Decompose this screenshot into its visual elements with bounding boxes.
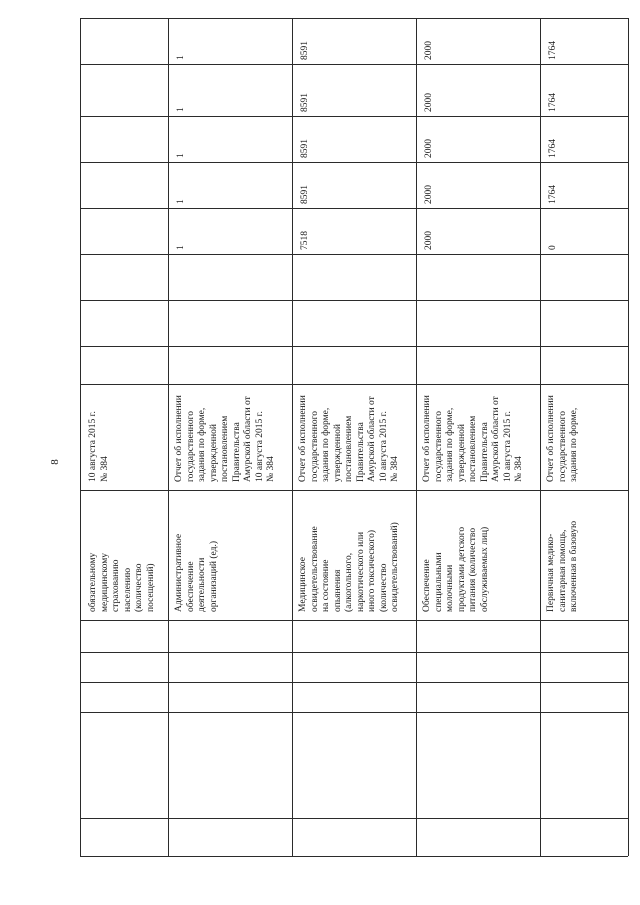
- column-divider: [80, 682, 628, 683]
- column-divider: [80, 490, 628, 491]
- row-4-value-2: 2000: [424, 185, 434, 204]
- column-divider: [80, 254, 628, 255]
- row-2-value-2: 1: [176, 199, 186, 204]
- table-border-right: [628, 18, 629, 856]
- table-border-bottom: [80, 856, 628, 857]
- column-divider: [80, 64, 628, 65]
- row-1-description: обязательному медицинскому страхованию населению (количество посещений): [88, 552, 156, 612]
- row-divider: [416, 18, 417, 856]
- row-3-source: Отчет об исполнении государственного задания по форме, утвержденной постановлением Правительства Амурской области от 10 августа 2015 г. № 384: [298, 395, 400, 482]
- row-5-value-3: 1764: [548, 139, 558, 158]
- page-number: 8: [48, 459, 61, 465]
- row-3-value-3: 8591: [300, 139, 310, 158]
- row-5-value-2: 1764: [548, 185, 558, 204]
- row-4-value-4: 2000: [424, 93, 434, 112]
- row-3-value-1: 7518: [300, 231, 310, 250]
- column-divider: [80, 300, 628, 301]
- table-border-left: [80, 18, 81, 856]
- column-divider: [80, 162, 628, 163]
- row-2-value-3: 1: [176, 153, 186, 158]
- column-divider: [80, 818, 628, 819]
- column-divider: [80, 712, 628, 713]
- row-3-value-2: 8591: [300, 185, 310, 204]
- row-3-value-4: 8591: [300, 93, 310, 112]
- row-5-description: Первичная медико- санитарная помощь, включенная в базовую: [546, 520, 579, 612]
- column-divider: [80, 116, 628, 117]
- row-3-value-5: 8591: [300, 41, 310, 60]
- row-2-description: Административное обеспечение деятельности организаций (ед.): [174, 533, 219, 612]
- column-divider: [80, 208, 628, 209]
- row-5-value-5: 1764: [548, 41, 558, 60]
- column-divider: [80, 346, 628, 347]
- row-4-value-3: 2000: [424, 139, 434, 158]
- row-divider: [168, 18, 169, 856]
- row-divider: [540, 18, 541, 856]
- row-2-value-5: 1: [176, 55, 186, 60]
- row-4-value-5: 2000: [424, 41, 434, 60]
- column-divider: [80, 384, 628, 385]
- row-1-source: 10 августа 2015 г. № 384: [88, 411, 110, 482]
- column-divider: [80, 652, 628, 653]
- row-4-source: Отчет об исполнении государственного задания по форме, утвержденной постановлением Правительства Амурской области от 10 августа 2015 г. № 384: [422, 395, 524, 482]
- row-2-value-4: 1: [176, 107, 186, 112]
- column-divider: [80, 620, 628, 621]
- row-5-value-1: 0: [548, 245, 558, 250]
- row-2-source: Отчет об исполнении государственного задания по форме, утвержденной постановлением Правительства Амурской области от 10 августа 2015 г. № 384: [174, 395, 276, 482]
- row-divider: [292, 18, 293, 856]
- row-5-value-4: 1764: [548, 93, 558, 112]
- row-4-description: Обеспечение специальными молочными продуктами детского питания (количество обслуживаемых лиц): [422, 526, 490, 612]
- row-4-value-1: 2000: [424, 231, 434, 250]
- row-2-value-1: 1: [176, 245, 186, 250]
- table-border-top: [80, 18, 628, 19]
- row-5-source: Отчет об исполнении государственного задания по форме,: [546, 395, 579, 482]
- row-3-description: Медицинское освидетельствование на состояние опьянения (алкогольного, наркотического или иного токсического) (количество освидетельствований): [298, 522, 400, 612]
